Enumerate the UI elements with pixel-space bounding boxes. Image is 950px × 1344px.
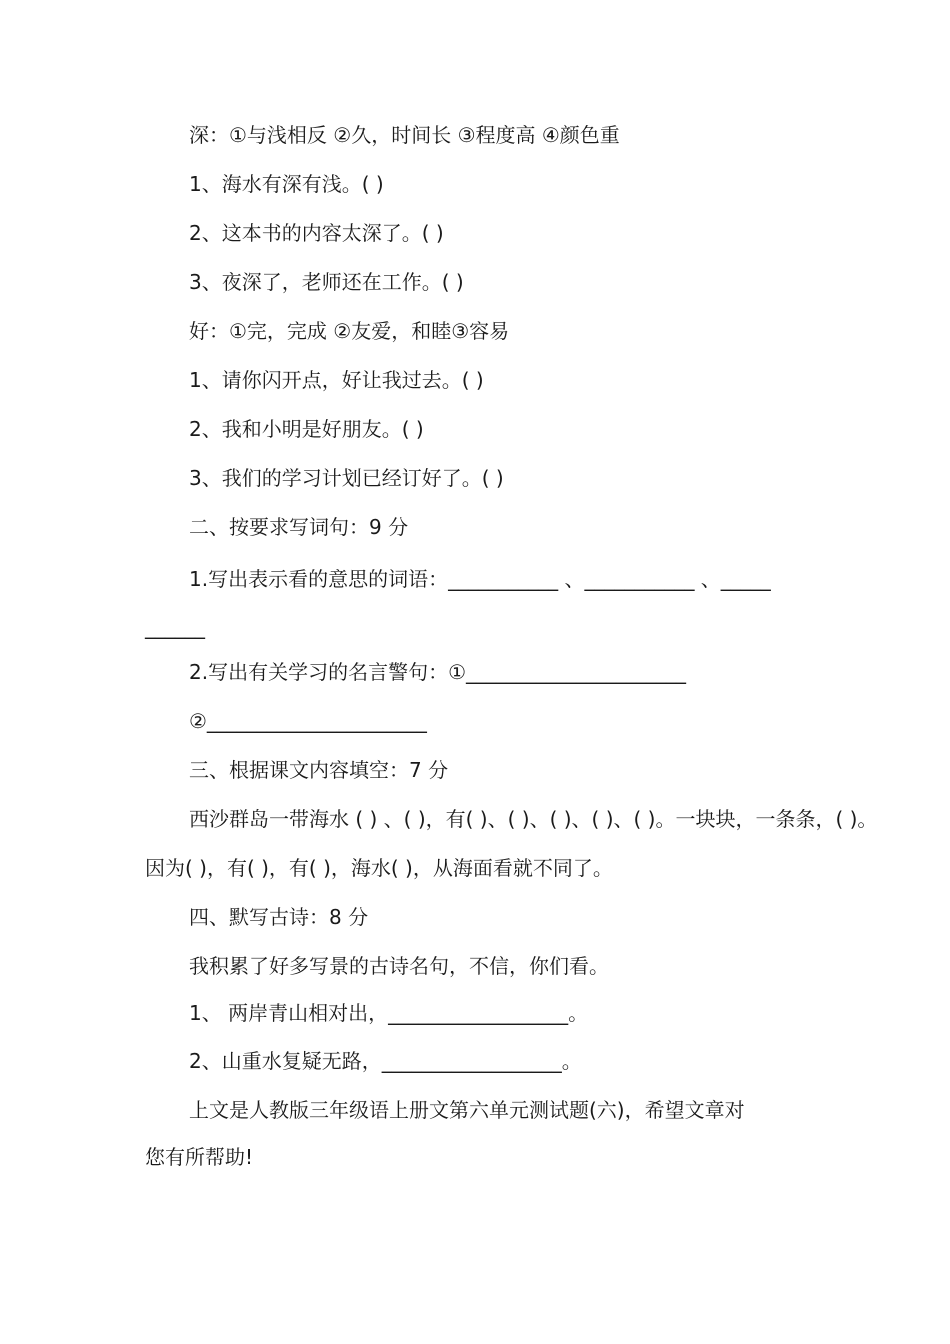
question-shen-3: 3、夜深了，老师还在工作。( ) [189, 270, 464, 294]
question-shen-2: 2、这本书的内容太深了。( ) [189, 221, 444, 245]
question-hao-2: 2、我和小明是好朋友。( ) [189, 417, 424, 441]
section-heading-3: 三、根据课文内容填空：7 分 [189, 758, 449, 782]
task-words-look: 1.写出表示看的意思的词语：___________ 、___________ 、_____ [189, 567, 771, 591]
question-hao-3: 3、我们的学习计划已经订好了。( ) [189, 466, 504, 490]
closing-line-1: 上文是人教版三年级语上册文第六单元测试题(六)，希望文章对 [189, 1098, 745, 1122]
definition-shen: 深：①与浅相反 ②久，时间长 ③程度高 ④颜色重 [189, 123, 620, 147]
definition-hao: 好：①完，完成 ②友爱，和睦③容易 [189, 319, 510, 343]
section-heading-2: 二、按要求写词句：9 分 [189, 515, 409, 539]
task-words-look-continued: ______ [145, 615, 205, 639]
question-shen-1: 1、海水有深有浅。( ) [189, 172, 384, 196]
closing-line-2: 您有所帮助! [145, 1145, 254, 1169]
poem-line-1: 1、 两岸青山相对出，__________________。 [189, 1001, 589, 1025]
fill-in-paragraph-line-2: 因为( )，有( )，有( )，海水( )，从海面看就不同了。 [145, 856, 613, 880]
fill-in-paragraph-line-1: 西沙群岛一带海水 ( ) 、( )，有( )、( )、( )、( )、( )。一块块，一条条，( )。 [189, 807, 878, 831]
task-quotes-1: 2.写出有关学习的名言警句：①______________________ [189, 660, 687, 684]
poem-line-2: 2、山重水复疑无路，__________________。 [189, 1049, 582, 1073]
task-quotes-2: ②______________________ [189, 709, 427, 733]
poem-intro: 我积累了好多写景的古诗名句，不信，你们看。 [189, 954, 609, 978]
question-hao-1: 1、请你闪开点，好让我过去。( ) [189, 368, 484, 392]
section-heading-4: 四、默写古诗：8 分 [189, 905, 369, 929]
